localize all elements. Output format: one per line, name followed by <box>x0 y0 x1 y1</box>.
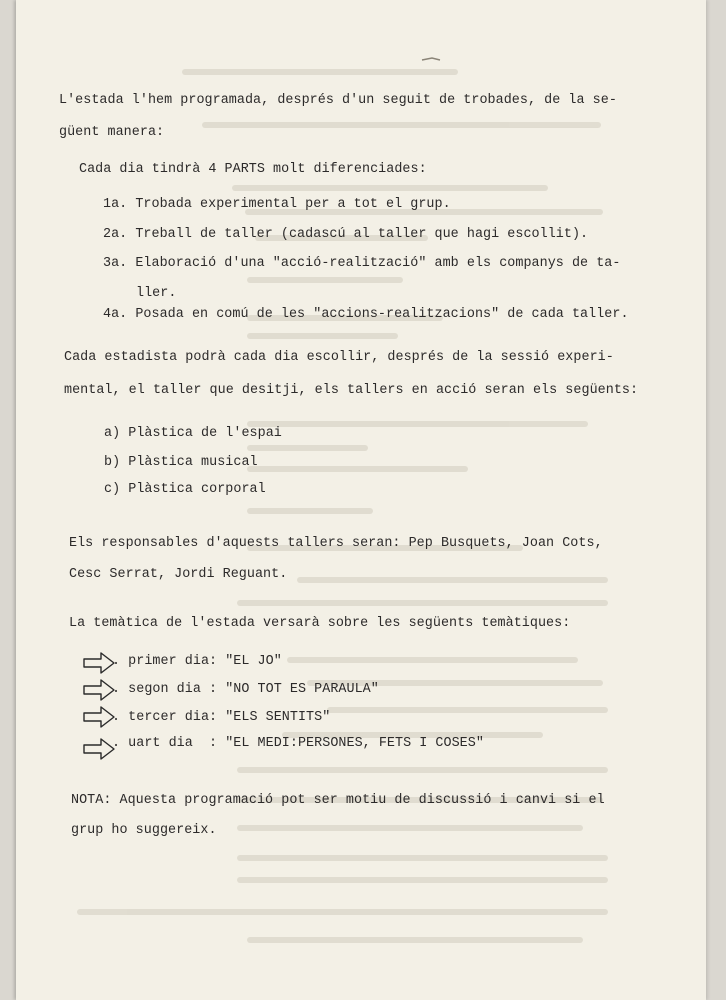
responsibles-line-2: Cesc Serrat, Jordi Reguant. <box>69 567 288 582</box>
part-1: 1a. Trobada experimental per a tot el grup. <box>103 197 451 212</box>
theme-intro: La temàtica de l'estada versarà sobre les següents temàtiques: <box>69 616 571 631</box>
part-3: 3a. Elaboració d'una "acció-realització" amb els companys de ta- <box>103 256 621 271</box>
day-4: . uart dia : "EL MEDI:PERSONES, FETS I COSES" <box>112 736 484 751</box>
part-2: 2a. Treball de taller (cadascú al taller que hagi escollit). <box>103 227 589 242</box>
hand-drawn-arrow-icon <box>82 737 116 761</box>
hand-drawn-arrow-icon <box>82 651 116 675</box>
workshop-c: c) Plàstica corporal <box>104 482 266 497</box>
workshop-b: b) Plàstica musical <box>104 455 258 470</box>
responsibles-line-1: Els responsables d'aquests tallers seran: Pep Busquets, Joan Cots, <box>69 536 603 551</box>
part-4: 4a. Posada en comú de les "accions-realitzacions" de cada taller. <box>103 307 629 322</box>
intro-line-2: güent manera: <box>59 125 165 140</box>
choice-line-1: Cada estadista podrà cada dia escollir, després de la sessió experi- <box>64 350 614 365</box>
choice-line-2: mental, el taller que desitji, els tallers en acció seran els següents: <box>64 383 639 398</box>
part-3-continued: ller. <box>136 286 177 301</box>
day-2: . segon dia : "NO TOT ES PARAULA" <box>112 682 379 697</box>
day-3: . tercer dia: "ELS SENTITS" <box>112 710 331 725</box>
day-1: . primer dia: "EL JO" <box>112 654 282 669</box>
intro-line-1: L'estada l'hem programada, després d'un seguit de trobades, de la se- <box>59 93 617 108</box>
note-line-1: NOTA: Aquesta programació pot ser motiu de discussió i canvi si el <box>71 793 605 808</box>
hand-drawn-arrow-icon <box>82 678 116 702</box>
note-line-2: grup ho suggereix. <box>71 823 217 838</box>
parts-intro: Cada dia tindrà 4 PARTS molt diferenciades: <box>79 162 427 177</box>
workshop-a: a) Plàstica de l'espai <box>104 426 282 441</box>
hand-drawn-arrow-icon <box>82 705 116 729</box>
paper-sheet <box>16 0 706 1000</box>
